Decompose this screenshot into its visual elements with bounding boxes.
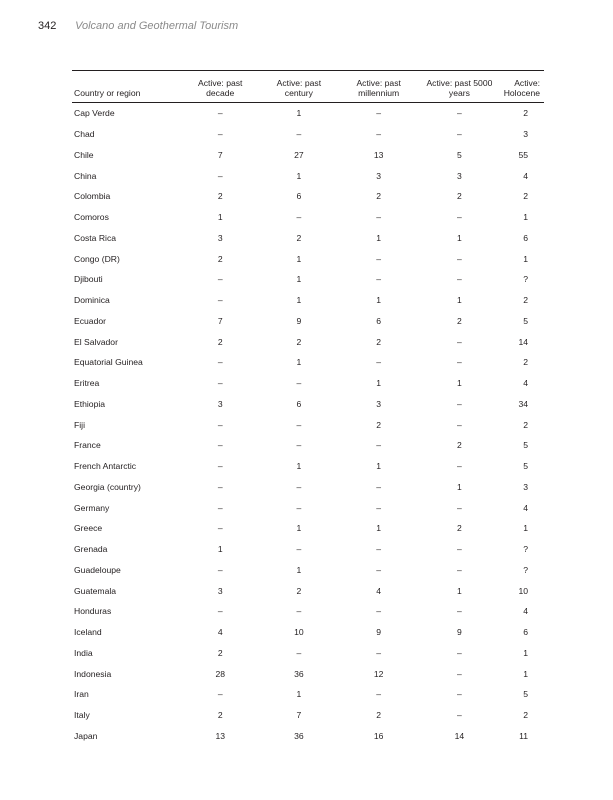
cell-past-millennium: 13 [373,149,384,160]
cell-country: Japan [74,730,98,741]
cell-past-century: – [296,212,302,223]
cell-past-century: – [296,419,302,430]
table-row [72,290,544,311]
cell-past-decade: – [217,606,223,617]
cell-past-decade: 28 [215,668,225,679]
cell-past-century: 10 [294,627,304,638]
cell-country: Eritrea [74,378,100,389]
cell-past-century: 6 [296,191,302,202]
cell-past-millennium: 12 [373,668,384,679]
cell-country: Djibouti [74,274,103,285]
cell-past-5000-years: – [457,647,462,658]
cell-past-5000-years: 1 [457,295,462,306]
cell-past-millennium: 1 [376,378,382,389]
table-row [72,331,544,352]
table-row [72,124,544,145]
cell-country: Ecuador [74,315,107,326]
cell-country: Comoros [74,212,109,223]
cell-past-decade: 2 [217,253,223,264]
cell-holocene: 6 [523,627,528,638]
cell-past-century: 1 [296,523,302,534]
cell-past-millennium: – [376,481,382,492]
cell-past-century: 1 [296,461,302,472]
cell-holocene: 4 [523,170,528,181]
cell-past-millennium: – [376,544,382,555]
cell-country: Georgia (country) [74,481,141,492]
table-row [72,311,544,332]
cell-country: Honduras [74,606,112,617]
table-row [72,684,544,705]
cell-past-millennium: 2 [376,191,382,202]
cell-past-millennium: – [376,647,382,658]
table-row [72,248,544,269]
cell-past-millennium: – [376,689,382,700]
cell-country: Equatorial Guinea [74,357,143,368]
cell-past-5000-years: 9 [457,627,462,638]
cell-past-millennium: – [376,274,382,285]
cell-past-decade: – [217,461,223,472]
cell-past-millennium: 1 [376,461,382,472]
cell-past-decade: – [217,170,223,181]
cell-past-decade: 7 [217,315,223,326]
cell-past-5000-years: 2 [457,191,462,202]
cell-past-millennium: 6 [376,315,382,326]
cell-holocene: 1 [523,523,528,534]
cell-past-century: – [296,606,302,617]
column-header-past-millennium: Active: past millennium [356,78,401,98]
cell-past-5000-years: – [457,108,462,119]
table-row [72,601,544,622]
cell-country: Chad [74,129,95,140]
table-row [72,207,544,228]
cell-past-5000-years: – [457,668,462,679]
cell-past-decade: – [217,419,223,430]
cell-past-5000-years: – [457,461,462,472]
cell-past-century: – [296,129,302,140]
cell-country: Chile [74,149,94,160]
table-row [72,373,544,394]
cell-holocene: 2 [523,191,528,202]
cell-holocene: 14 [518,336,528,347]
cell-past-century: 2 [296,232,302,243]
cell-past-5000-years: 2 [457,440,462,451]
table-row [72,726,544,747]
cell-past-century: 2 [296,585,302,596]
table-row [72,560,544,581]
cell-holocene: 5 [523,440,528,451]
cell-past-5000-years: 2 [457,523,462,534]
cell-past-5000-years: – [457,253,462,264]
cell-past-millennium: 1 [376,295,382,306]
table-row [72,228,544,249]
cell-country: Congo (DR) [74,253,120,264]
cell-holocene: 4 [523,502,528,513]
cell-past-millennium: 3 [376,398,382,409]
cell-past-century: 1 [296,274,302,285]
cell-past-millennium: – [376,212,382,223]
cell-holocene: ? [523,564,528,575]
cell-past-decade: – [217,440,223,451]
cell-past-millennium: 1 [376,523,382,534]
cell-past-millennium: – [376,440,382,451]
cell-past-millennium: 4 [376,585,382,596]
table-row [72,103,544,124]
cell-country: Ethiopia [74,398,106,409]
book-title: Volcano and Geothermal Tourism [75,20,239,32]
cell-past-5000-years: – [457,544,462,555]
cell-past-century: 1 [296,253,302,264]
cell-past-decade: 3 [217,398,223,409]
table-row [72,165,544,186]
table-row [72,435,544,456]
cell-past-5000-years: – [457,502,462,513]
cell-past-century: – [296,481,302,492]
cell-past-millennium: 2 [376,710,382,721]
cell-past-millennium: – [376,606,382,617]
cell-country: Greece [74,523,103,534]
cell-past-5000-years: – [457,689,462,700]
cell-past-5000-years: – [457,710,462,721]
column-header-country: Country or region [74,88,141,98]
cell-past-5000-years: 2 [457,315,462,326]
table-row [72,705,544,726]
table-row [72,580,544,601]
cell-past-millennium: 16 [373,730,384,741]
table-body [72,103,544,747]
cell-holocene: 1 [523,253,528,264]
cell-past-millennium: 2 [376,419,382,430]
table-header [72,71,544,103]
cell-past-5000-years: – [457,129,462,140]
cell-past-decade: 3 [217,585,223,596]
cell-past-decade: 1 [217,544,223,555]
cell-holocene: 1 [523,647,528,658]
table-row [72,622,544,643]
table-row [72,539,544,560]
cell-past-century: – [296,544,302,555]
cell-past-decade: 1 [217,212,223,223]
column-header-past-decade: Active: past decade [198,78,243,98]
cell-past-5000-years: – [457,564,462,575]
cell-past-century: 1 [296,170,302,181]
cell-past-millennium: 3 [376,170,382,181]
cell-holocene: 55 [518,149,528,160]
cell-holocene: 1 [523,212,528,223]
cell-holocene: 10 [518,585,528,596]
cell-past-century: 6 [296,398,302,409]
cell-country: Colombia [74,191,111,202]
cell-holocene: 3 [523,481,528,492]
cell-past-century: 1 [296,357,302,368]
table-row [72,352,544,373]
cell-past-millennium: 9 [376,627,382,638]
cell-holocene: 3 [523,129,528,140]
cell-past-decade: – [217,274,223,285]
cell-past-decade: 3 [217,232,223,243]
cell-past-5000-years: 1 [457,481,462,492]
cell-holocene: 2 [523,357,528,368]
cell-holocene: ? [523,544,528,555]
cell-country: India [74,647,93,658]
cell-country: Indonesia [74,668,112,679]
cell-country: Iceland [74,627,102,638]
cell-holocene: 11 [519,730,528,741]
table-row [72,414,544,435]
cell-past-5000-years: – [457,336,462,347]
cell-country: Italy [74,710,90,721]
cell-holocene: 2 [523,295,528,306]
cell-past-decade: – [217,564,223,575]
cell-holocene: 2 [523,710,528,721]
cell-past-century: 2 [296,336,302,347]
cell-past-5000-years: – [457,606,462,617]
cell-past-5000-years: 1 [457,378,462,389]
cell-past-decade: 2 [217,191,223,202]
cell-past-century: – [296,378,302,389]
cell-country: French Antarctic [74,461,137,472]
cell-past-decade: – [217,523,223,534]
cell-country: Costa Rica [74,232,117,243]
cell-country: Grenada [74,544,108,555]
cell-past-century: 27 [294,149,304,160]
cell-country: France [74,440,101,451]
cell-past-millennium: – [376,564,382,575]
volcano-activity-table [72,70,544,746]
cell-past-5000-years: 3 [457,170,462,181]
cell-country: Guatemala [74,585,117,596]
cell-country: Germany [74,502,110,513]
table-row [72,145,544,166]
cell-past-5000-years: 1 [457,232,462,243]
cell-past-century: – [296,502,302,513]
cell-past-millennium: – [376,108,382,119]
table-row [72,186,544,207]
cell-country: Iran [74,689,89,700]
cell-past-5000-years: 1 [457,585,462,596]
cell-past-century: 36 [294,668,304,679]
cell-country: Fiji [74,419,85,430]
cell-past-decade: 7 [217,149,223,160]
cell-past-5000-years: – [457,357,462,368]
cell-holocene: 2 [523,419,528,430]
cell-holocene: 5 [523,461,528,472]
cell-past-millennium: – [376,502,382,513]
cell-country: Dominica [74,295,110,306]
cell-past-millennium: – [376,253,382,264]
cell-holocene: 4 [523,378,528,389]
cell-past-decade: – [217,689,223,700]
cell-holocene: 5 [523,689,528,700]
cell-holocene: 4 [523,606,528,617]
cell-holocene: 1 [523,668,528,679]
cell-past-decade: – [217,129,223,140]
cell-past-decade: – [217,357,223,368]
cell-past-5000-years: 14 [454,730,465,741]
table-row [72,269,544,290]
cell-past-decade: 2 [217,647,223,658]
cell-past-century: 7 [296,710,302,721]
cell-country: Guadeloupe [74,564,121,575]
cell-past-5000-years: – [457,398,462,409]
cell-country: China [74,170,97,181]
cell-past-5000-years: – [457,274,462,285]
cell-past-decade: 13 [215,730,225,741]
running-head [38,20,238,33]
cell-past-millennium: – [376,357,382,368]
cell-holocene: 5 [523,315,528,326]
cell-past-century: 1 [296,295,302,306]
column-header-past-5000-years: Active: past 5000 years [426,78,493,98]
column-header-holocene: Active: Holocene [503,78,540,98]
cell-past-century: 36 [294,730,304,741]
column-header-past-century: Active: past century [276,78,322,98]
cell-country: El Salvador [74,336,118,347]
header-row [72,71,544,103]
cell-past-decade: – [217,502,223,513]
table-row [72,518,544,539]
cell-past-5000-years: – [457,212,462,223]
cell-past-decade: – [217,108,223,119]
page-number: 342 [38,20,57,32]
cell-past-millennium: 1 [376,232,382,243]
cell-holocene: 34 [518,398,528,409]
cell-past-decade: 2 [217,710,223,721]
cell-holocene: ? [523,274,528,285]
table-row [72,394,544,415]
cell-past-5000-years: 5 [457,149,462,160]
cell-past-millennium: – [376,129,382,140]
cell-holocene: 2 [523,108,528,119]
cell-past-century: – [296,647,302,658]
cell-past-decade: 4 [217,627,223,638]
table-row [72,477,544,498]
cell-past-century: 9 [296,315,302,326]
cell-past-millennium: 2 [376,336,382,347]
cell-country: Cap Verde [74,108,115,119]
cell-past-century: 1 [296,689,302,700]
cell-holocene: 6 [523,232,528,243]
cell-past-decade: – [217,378,223,389]
table-row [72,643,544,664]
cell-past-decade: – [217,295,223,306]
cell-past-decade: – [217,481,223,492]
table-row [72,497,544,518]
cell-past-century: 1 [296,108,302,119]
cell-past-decade: 2 [217,336,223,347]
table-row [72,456,544,477]
cell-past-5000-years: – [457,419,462,430]
cell-past-century: 1 [296,564,302,575]
cell-past-century: – [296,440,302,451]
table-row [72,663,544,684]
